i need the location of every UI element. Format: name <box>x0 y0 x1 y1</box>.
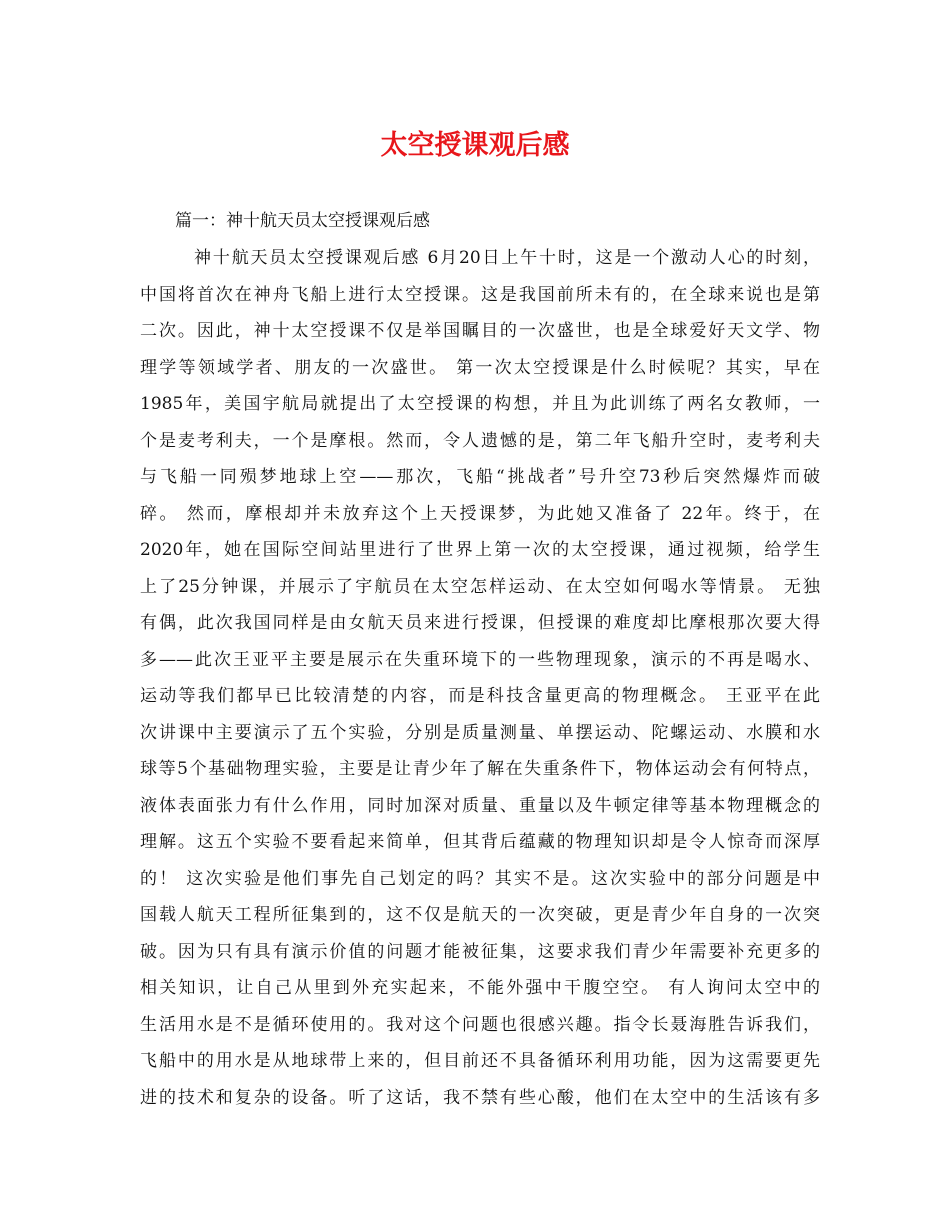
body-line: 碎。 然而，摩根却并未放弃这个上天授课梦，为此她又准备了 22年。终于，在 <box>140 503 820 524</box>
body-line: 理学等领域学者、朋友的一次盛世。 第一次太空授课是什么时候呢？其实，早在 <box>140 357 820 378</box>
body-paragraph <box>140 240 820 1116</box>
body-line: 国载人航天工程所征集到的，这不仅是航天的一次突破，更是青少年自身的一次突 <box>140 905 820 925</box>
body-line: 与飞船一同殒梦地球上空——那次，飞船“挑战者”号升空73秒后突然爆炸而破 <box>140 467 820 487</box>
body-line: 二次。因此，神十太空授课不仅是举国瞩目的一次盛世，也是全球爱好天文学、物 <box>140 321 820 341</box>
body-line: 破。因为只有具有演示价值的问题才能被征集，这要求我们青少年需要补充更多的 <box>140 941 820 962</box>
body-line: 生活用水是不是循环使用的。我对这个问题也很感兴趣。指令长聂海胜告诉我们， <box>140 1014 820 1035</box>
body-line: 有偶，此次我国同样是由女航天员来进行授课，但授课的难度却比摩根那次要大得 <box>140 613 820 633</box>
body-line: 多——此次王亚平主要是展示在失重环境下的一些物理现象，演示的不再是喝水、 <box>140 649 820 670</box>
body-line: 相关知识，让自己从里到外充实起来，不能外强中干腹空空。 有人询问太空中的 <box>140 978 820 998</box>
body-line: 球等5个基础物理实验，主要是让青少年了解在失重条件下，物体运动会有何特点， <box>140 759 820 779</box>
body-line: 神十航天员太空授课观后感 6月20日上午十时，这是一个激动人心的时刻， <box>194 248 820 268</box>
body-line: 的！ 这次实验是他们事先自己划定的吗？其实不是。这次实验中的部分问题是中 <box>140 868 820 889</box>
body-line: 飞船中的用水是从地球带上来的，但目前还不具备循环利用功能，因为这需要更先 <box>140 1051 820 1071</box>
body-line: 次讲课中主要演示了五个实验，分别是质量测量、单摆运动、陀螺运动、水膜和水 <box>140 722 820 743</box>
body-line: 1985年，美国宇航局就提出了太空授课的构想，并且为此训练了两名女教师，一 <box>140 394 820 414</box>
body-line: 2020年，她在国际空间站里进行了世界上第一次的太空授课，通过视频，给学生 <box>140 540 820 560</box>
body-line: 进的技术和复杂的设备。听了这话，我不禁有些心酸，他们在太空中的生活该有多 <box>140 1087 820 1108</box>
body-line: 理解。这五个实验不要看起来简单，但其背后蕴藏的物理知识却是令人惊奇而深厚 <box>140 832 820 852</box>
body-line: 液体表面张力有什么作用，同时加深对质量、重量以及牛顿定律等基本物理概念的 <box>140 795 820 816</box>
body-line: 运动等我们都早已比较清楚的内容，而是科技含量更高的物理概念。 王亚平在此 <box>140 686 820 706</box>
body-line: 上了25分钟课，并展示了宇航员在太空怎样运动、在太空如何喝水等情景。 无独 <box>140 576 820 597</box>
body-line: 个是麦考利夫，一个是摩根。然而，令人遗憾的是，第二年飞船升空时，麦考利夫 <box>140 430 820 451</box>
section-heading: 篇一：神十航天员太空授课观后感 <box>175 211 430 231</box>
body-line: 中国将首次在神舟飞船上进行太空授课。这是我国前所未有的，在全球来说也是第 <box>140 284 820 305</box>
document-title: 太空授课观后感 <box>380 130 570 161</box>
